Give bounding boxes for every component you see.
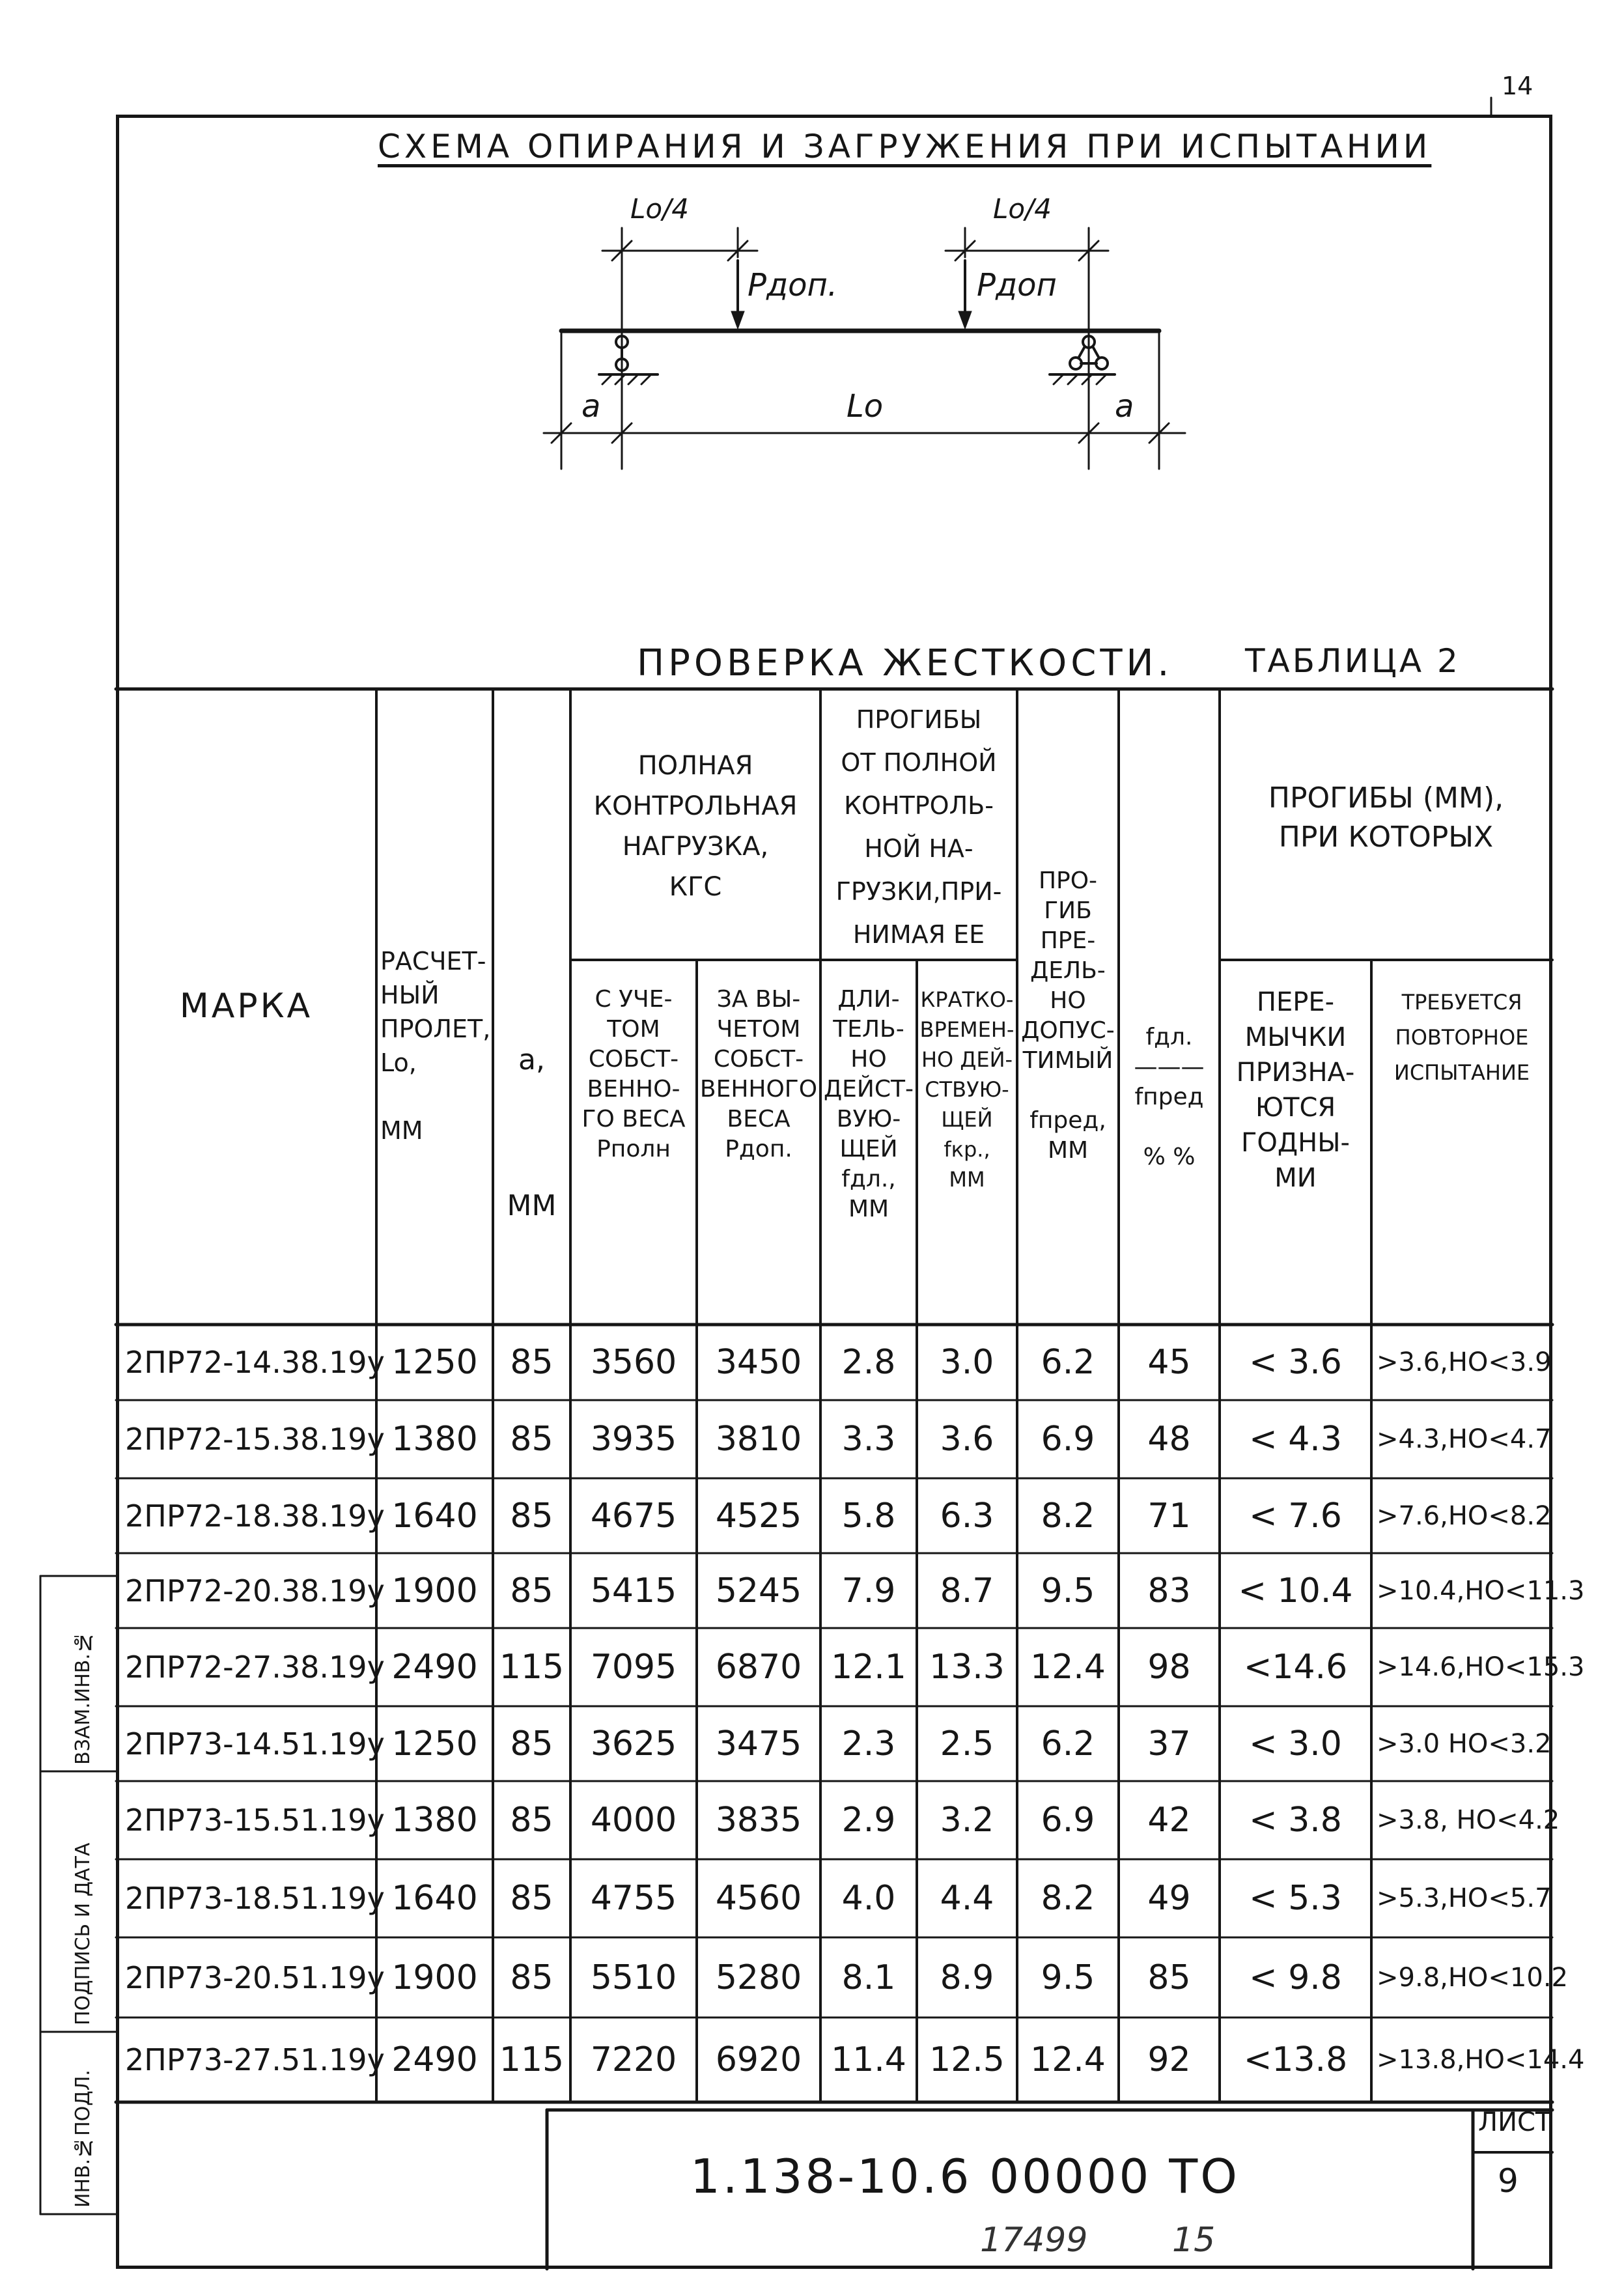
cell-p-dop: 4560 <box>715 1879 802 1918</box>
bottom-page-number: 15 <box>1172 2221 1216 2260</box>
cell-f-kr: 3.6 <box>940 1420 994 1459</box>
cell-ratio: 98 <box>1147 1648 1191 1687</box>
cell-p-full: 3935 <box>590 1420 677 1459</box>
diagram-support-offset-left: a <box>581 388 601 425</box>
cell-f-kr: 6.3 <box>940 1496 994 1536</box>
cell-marka: 2ПР73-27.51.19у <box>125 2042 385 2077</box>
cell-f-dl: 5.8 <box>841 1496 896 1536</box>
table-number: ТАБЛИЦА 2 <box>1245 642 1461 680</box>
cell-a: 115 <box>499 2040 565 2079</box>
cell-f-dl: 3.3 <box>841 1420 896 1459</box>
cell-retest: >14.6,НО<15.3 <box>1377 1652 1585 1682</box>
cell-f-pred: 6.2 <box>1041 1724 1095 1764</box>
cell-marka: 2ПР73-14.51.19у <box>125 1726 385 1762</box>
header-deflections-full: ПРОГИБЫ ОТ ПОЛНОЙ КОНТРОЛЬ- НОЙ НА- ГРУЗКИ,ПРИ- НИМАЯ ЕЕ <box>835 705 1002 949</box>
header-short-term: КРАТКО- ВРЕМЕН- НО ДЕЙ- СТВУЮ- ЩЕЙ fкр., ММ <box>919 987 1015 1192</box>
cell-span: 1640 <box>391 1496 478 1536</box>
cell-ok: < 7.6 <box>1249 1496 1342 1536</box>
cell-f-dl: 2.8 <box>841 1343 896 1382</box>
sheet-corner-number: 14 <box>1502 72 1533 100</box>
cell-f-pred: 6.9 <box>1041 1420 1095 1459</box>
header-long-term: ДЛИ- ТЕЛЬ- НО ДЕЙСТ- ВУЮ- ЩЕЙ fдл., ММ <box>824 986 914 1222</box>
cell-ratio: 71 <box>1147 1496 1191 1536</box>
cell-p-full: 4000 <box>590 1801 677 1840</box>
header-retest-required: ТРЕБУЕТСЯ ПОВТОРНОЕ ИСПЫТАНИЕ <box>1393 990 1530 1085</box>
cell-a: 85 <box>510 1343 553 1382</box>
cell-p-dop: 3810 <box>715 1420 802 1459</box>
cell-span: 1250 <box>391 1724 478 1764</box>
cell-f-pred: 9.5 <box>1041 1571 1095 1610</box>
cell-p-full: 3560 <box>590 1343 677 1382</box>
cell-retest: >5.3,НО<5.7 <box>1377 1883 1552 1913</box>
cell-span: 1900 <box>391 1571 478 1610</box>
cell-marka: 2ПР72-20.38.19у <box>125 1573 385 1609</box>
cell-ok: < 3.8 <box>1249 1801 1342 1840</box>
cell-ratio: 45 <box>1147 1343 1191 1382</box>
cell-retest: >4.3,НО<4.7 <box>1377 1424 1552 1454</box>
cell-marka: 2ПР73-20.51.19у <box>125 1960 385 1995</box>
cell-f-dl: 7.9 <box>841 1571 896 1610</box>
cell-p-dop: 3475 <box>715 1724 802 1764</box>
cell-marka: 2ПР72-15.38.19у <box>125 1422 385 1457</box>
cell-p-dop: 3450 <box>715 1343 802 1382</box>
header-limit-deflection: ПРО- ГИБ ПРЕ- ДЕЛЬ- НО ДОПУС- ТИМЫЙ fпред, ММ <box>1021 867 1115 1164</box>
cell-span: 2490 <box>391 2040 478 2079</box>
cell-p-dop: 5245 <box>715 1571 802 1610</box>
cell-span: 1250 <box>391 1343 478 1382</box>
cell-ratio: 92 <box>1147 2040 1191 2079</box>
cell-f-pred: 12.4 <box>1030 1648 1106 1687</box>
cell-a: 115 <box>499 1648 565 1687</box>
cell-p-dop: 6920 <box>715 2040 802 2079</box>
cell-ok: < 5.3 <box>1249 1879 1342 1918</box>
header-without-own-weight: ЗА ВЫ- ЧЕТОМ СОБСТ- ВЕННОГО ВЕСА Pдоп. <box>699 986 818 1162</box>
cell-a: 85 <box>510 1724 553 1764</box>
cell-p-full: 5510 <box>590 1958 677 1997</box>
cell-f-kr: 3.2 <box>940 1801 994 1840</box>
cell-f-dl: 11.4 <box>831 2040 906 2079</box>
cell-f-pred: 9.5 <box>1041 1958 1095 1997</box>
bottom-archive-number: 17499 <box>980 2221 1088 2260</box>
cell-f-kr: 2.5 <box>940 1724 994 1764</box>
cell-ratio: 85 <box>1147 1958 1191 1997</box>
cell-retest: >10.4,НО<11.3 <box>1377 1575 1585 1606</box>
cell-p-dop: 5280 <box>715 1958 802 1997</box>
cell-ok: < 4.3 <box>1249 1420 1342 1459</box>
cell-f-pred: 12.4 <box>1030 2040 1106 2079</box>
cell-f-dl: 12.1 <box>831 1648 906 1687</box>
cell-f-kr: 4.4 <box>940 1879 994 1918</box>
diagram-support-offset-right: a <box>1115 388 1134 425</box>
cell-p-full: 7220 <box>590 2040 677 2079</box>
header-a: a, ММ <box>507 1043 557 1222</box>
cell-f-dl: 8.1 <box>841 1958 896 1997</box>
cell-f-dl: 2.3 <box>841 1724 896 1764</box>
cell-f-kr: 13.3 <box>929 1648 1005 1687</box>
cell-ratio: 42 <box>1147 1801 1191 1840</box>
cell-f-dl: 4.0 <box>841 1879 896 1918</box>
cell-span: 2490 <box>391 1648 478 1687</box>
cell-f-pred: 8.2 <box>1041 1496 1095 1536</box>
cell-ratio: 49 <box>1147 1879 1191 1918</box>
cell-retest: >3.0 НО<3.2 <box>1377 1728 1552 1759</box>
cell-retest: >3.8, НО<4.2 <box>1377 1805 1560 1835</box>
cell-f-kr: 3.0 <box>940 1343 994 1382</box>
stamp-vzam-inv: ВЗАМ.ИНВ.№ <box>72 1631 94 1765</box>
cell-f-kr: 12.5 <box>929 2040 1005 2079</box>
header-span: РАСЧЕТ- НЫЙ ПРОЛЕТ, Lo, ММ <box>380 947 491 1145</box>
cell-ratio: 83 <box>1147 1571 1191 1610</box>
cell-a: 85 <box>510 1879 553 1918</box>
cell-p-full: 3625 <box>590 1724 677 1764</box>
diagram-load-left: Pдоп. <box>748 267 838 303</box>
cell-p-dop: 4525 <box>715 1496 802 1536</box>
cell-p-full: 5415 <box>590 1571 677 1610</box>
diagram-load-right: Pдоп <box>977 267 1057 303</box>
header-ratio: fдл. ——— fпред % % <box>1134 1024 1205 1170</box>
cell-marka: 2ПР73-15.51.19у <box>125 1803 385 1838</box>
cell-retest: >7.6,НО<8.2 <box>1377 1500 1552 1531</box>
cell-ratio: 37 <box>1147 1724 1191 1764</box>
cell-a: 85 <box>510 1420 553 1459</box>
cell-f-pred: 8.2 <box>1041 1879 1095 1918</box>
sheet-label: ЛИСТ <box>1478 2107 1552 2137</box>
cell-p-dop: 6870 <box>715 1648 802 1687</box>
cell-p-full: 7095 <box>590 1648 677 1687</box>
cell-p-full: 4755 <box>590 1879 677 1918</box>
cell-f-pred: 6.2 <box>1041 1343 1095 1382</box>
table-title: ПРОВЕРКА ЖЕСТКОСТИ. <box>637 642 1173 684</box>
cell-a: 85 <box>510 1571 553 1610</box>
cell-retest: >13.8,НО<14.4 <box>1377 2045 1585 2075</box>
cell-ok: <13.8 <box>1243 2040 1348 2079</box>
cell-ok: < 3.6 <box>1249 1343 1342 1382</box>
stamp-sign-date: ПОДПИСЬ И ДАТА <box>72 1842 94 2025</box>
cell-a: 85 <box>510 1958 553 1997</box>
cell-p-full: 4675 <box>590 1496 677 1536</box>
cell-marka: 2ПР72-27.38.19у <box>125 1650 385 1685</box>
cell-marka: 2ПР73-18.51.19у <box>125 1881 385 1916</box>
cell-span: 1380 <box>391 1801 478 1840</box>
cell-ok: < 10.4 <box>1238 1571 1353 1610</box>
cell-retest: >3.6,НО<3.9 <box>1377 1347 1552 1377</box>
cell-marka: 2ПР72-18.38.19у <box>125 1498 385 1534</box>
header-full-load: ПОЛНАЯ КОНТРОЛЬНАЯ НАГРУЗКА, КГС <box>593 751 798 902</box>
document-code: 1.138-10.6 00000 ТО <box>690 2149 1240 2204</box>
cell-p-dop: 3835 <box>715 1801 802 1840</box>
cell-span: 1900 <box>391 1958 478 1997</box>
diagram-span: Lo <box>847 388 884 425</box>
cell-span: 1380 <box>391 1420 478 1459</box>
header-deflections-which: ПРОГИБЫ (ММ), ПРИ КОТОРЫХ <box>1268 781 1504 854</box>
cell-f-pred: 6.9 <box>1041 1801 1095 1840</box>
scheme-title: СХЕМА ОПИРАНИЯ И ЗАГРУЖЕНИЯ ПРИ ИСПЫТАНИИ <box>378 128 1432 165</box>
cell-ratio: 48 <box>1147 1420 1191 1459</box>
cell-ok: < 3.0 <box>1249 1724 1342 1764</box>
header-marka: МАРКА <box>179 987 313 1026</box>
diagram-quarter-span-left: Lo/4 <box>630 193 689 225</box>
diagram-quarter-span-right: Lo/4 <box>993 193 1052 225</box>
stamp-inv-podl: ИНВ.№ПОДЛ. <box>72 2070 94 2208</box>
cell-f-dl: 2.9 <box>841 1801 896 1840</box>
cell-a: 85 <box>510 1801 553 1840</box>
cell-f-kr: 8.9 <box>940 1958 994 1997</box>
cell-ok: <14.6 <box>1243 1648 1348 1687</box>
cell-marka: 2ПР72-14.38.19у <box>125 1345 385 1380</box>
cell-span: 1640 <box>391 1879 478 1918</box>
cell-retest: >9.8,НО<10.2 <box>1377 1962 1568 1993</box>
sheet-number: 9 <box>1498 2162 1519 2200</box>
header-with-own-weight: С УЧЕ- ТОМ СОБСТ- ВЕННО- ГО ВЕСА Pполн <box>581 986 686 1162</box>
cell-a: 85 <box>510 1496 553 1536</box>
header-jumpers-ok: ПЕРЕ- МЫЧКИ ПРИЗНА- ЮТСЯ ГОДНЫ- МИ <box>1236 987 1355 1193</box>
cell-f-kr: 8.7 <box>940 1571 994 1610</box>
cell-ok: < 9.8 <box>1249 1958 1342 1997</box>
